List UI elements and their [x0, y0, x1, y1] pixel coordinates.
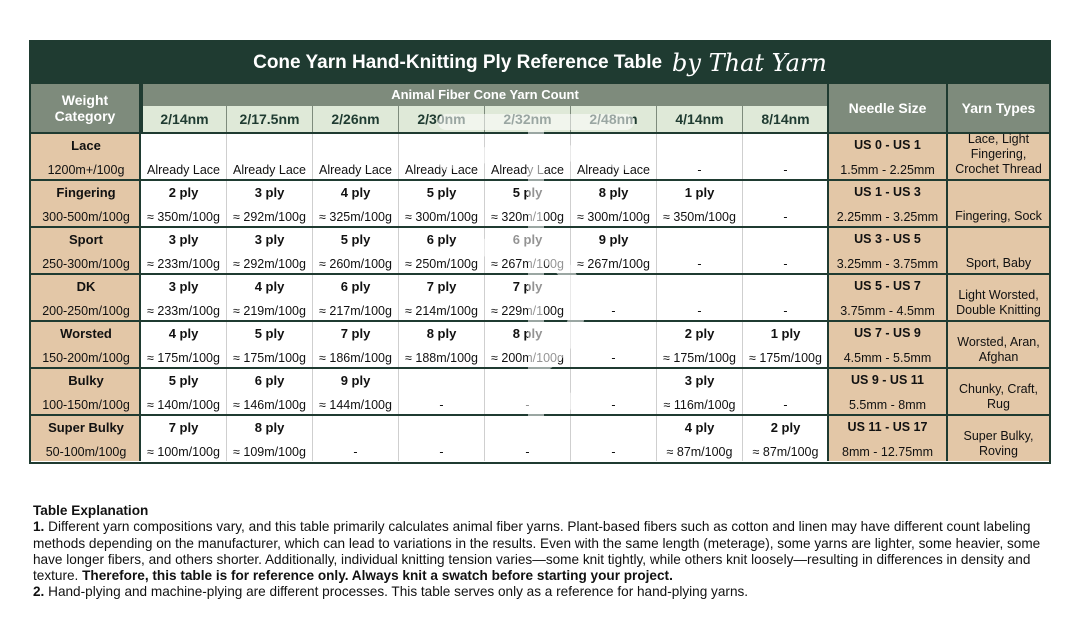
needle-size-cell [827, 181, 948, 226]
ply-meterage: - [611, 351, 616, 365]
ply-cell [227, 134, 313, 179]
ply-meterage: ≈ 109m/100g [233, 445, 306, 459]
ply-cell [227, 275, 313, 320]
ply-meterage: ≈ 300m/100g [577, 210, 650, 224]
ply-count: 7 ply [168, 420, 199, 435]
ply-meterage: ≈ 292m/100g [233, 257, 306, 271]
ply-meterage: - [611, 445, 616, 459]
ply-meterage: ≈ 350m/100g [147, 210, 220, 224]
table-row [31, 226, 1049, 273]
ply-count: 5 ply [254, 326, 285, 341]
ply-meterage: ≈ 175m/100g [749, 351, 822, 365]
explanation-point-1 [33, 519, 1053, 584]
yarn-types-cell: Sport, Baby [948, 228, 1049, 273]
weight-category-range: 100-150m/100g [42, 398, 130, 412]
weight-category-name: Super Bulky [48, 420, 124, 435]
count-header: 2/14nm [143, 105, 227, 132]
point-2-number: 2. [33, 584, 45, 600]
ply-count: 5 ply [426, 185, 457, 200]
ply-meterage: - [783, 398, 788, 412]
needle-size-us: US 9 - US 11 [851, 373, 924, 387]
ply-cell [485, 369, 571, 414]
ply-meterage: ≈ 320m/100g [491, 210, 564, 224]
needle-size-cell [827, 369, 948, 414]
ply-meterage: Already Lace [577, 163, 650, 177]
ply-meterage: - [783, 304, 788, 318]
count-header: 4/14nm [657, 105, 743, 132]
ply-meterage: Already Lace [147, 163, 220, 177]
ply-meterage: ≈ 186m/100g [319, 351, 392, 365]
ply-cell [657, 275, 743, 320]
header-animal-fiber-count: Animal Fiber Cone Yarn Count [143, 84, 827, 105]
needle-size-mm: 1.5mm - 2.25mm [840, 163, 935, 177]
ply-meterage: - [439, 398, 444, 412]
ply-meterage: ≈ 233m/100g [147, 304, 220, 318]
header-weight-category: Weight Category [31, 84, 141, 132]
reference-table [29, 40, 1051, 464]
ply-cell [571, 275, 657, 320]
ply-meterage: ≈ 87m/100g [666, 445, 733, 459]
point-1-number: 1. [33, 519, 45, 535]
ply-count: 1 ply [770, 326, 801, 341]
ply-cell [571, 134, 657, 179]
ply-meterage: ≈ 175m/100g [663, 351, 736, 365]
ply-cell [313, 369, 399, 414]
weight-category-cell [31, 322, 141, 367]
ply-count: 8 ply [598, 185, 629, 200]
ply-cell [227, 181, 313, 226]
ply-cell [657, 322, 743, 367]
weight-category-range: 200-250m/100g [42, 304, 130, 318]
ply-cell [743, 369, 829, 414]
ply-cell [141, 181, 227, 226]
ply-meterage: - [439, 445, 444, 459]
ply-meterage: ≈ 175m/100g [147, 351, 220, 365]
table-row [31, 320, 1049, 367]
weight-category-range: 300-500m/100g [42, 210, 130, 224]
ply-meterage: - [697, 304, 702, 318]
ply-meterage: - [611, 304, 616, 318]
ply-cell [485, 322, 571, 367]
ply-count: 3 ply [254, 185, 285, 200]
yarn-types-cell: Super Bulky, Roving [948, 416, 1049, 461]
ply-cell [485, 275, 571, 320]
ply-cell [313, 181, 399, 226]
table-explanation [33, 503, 1053, 601]
point-1-bold-note: Therefore, this table is for reference only. Always knit a swatch before starting your project. [82, 568, 673, 584]
ply-count: 3 ply [254, 232, 285, 247]
count-header: 8/14nm [743, 105, 829, 132]
ply-count: 9 ply [598, 232, 629, 247]
needle-size-us: US 1 - US 3 [854, 185, 921, 199]
weight-category-name: Lace [71, 138, 101, 153]
ply-cell [657, 134, 743, 179]
ply-meterage: ≈ 100m/100g [147, 445, 220, 459]
ply-cell [571, 181, 657, 226]
ply-cell [227, 369, 313, 414]
ply-cell [743, 322, 829, 367]
ply-cell [141, 134, 227, 179]
ply-cell [313, 134, 399, 179]
needle-size-cell [827, 275, 948, 320]
weight-category-name: Worsted [60, 326, 112, 341]
weight-category-name: Bulky [68, 373, 104, 388]
yarn-types-cell: Light Worsted, Double Knitting [948, 275, 1049, 320]
ply-count: 8 ply [512, 326, 543, 341]
ply-count: 2 ply [770, 420, 801, 435]
header-yarn-types: Yarn Types [948, 84, 1049, 132]
table-row [31, 132, 1049, 179]
ply-cell [141, 322, 227, 367]
ply-meterage: ≈ 267m/100g [577, 257, 650, 271]
count-header: 2/48nm [571, 105, 657, 132]
ply-cell [485, 134, 571, 179]
ply-cell [485, 181, 571, 226]
ply-cell [657, 416, 743, 461]
needle-size-us: US 7 - US 9 [854, 326, 921, 340]
ply-meterage: - [783, 257, 788, 271]
explanation-point-2 [33, 584, 1053, 600]
ply-meterage: ≈ 350m/100g [663, 210, 736, 224]
yarn-types-cell: Worsted, Aran, Afghan [948, 322, 1049, 367]
ply-meterage: ≈ 267m/100g [491, 257, 564, 271]
ply-meterage: Already Lace [491, 163, 564, 177]
weight-category-name: Fingering [56, 185, 116, 200]
needle-size-cell [827, 228, 948, 273]
ply-cell [743, 228, 829, 273]
ply-meterage: - [783, 163, 788, 177]
ply-cell [313, 275, 399, 320]
ply-count: 5 ply [168, 373, 199, 388]
ply-meterage: ≈ 200m/100g [491, 351, 564, 365]
ply-count: 8 ply [426, 326, 457, 341]
ply-cell [399, 322, 485, 367]
ply-count: 6 ply [340, 279, 371, 294]
ply-count: 5 ply [512, 185, 543, 200]
ply-meterage: ≈ 217m/100g [319, 304, 392, 318]
needle-size-mm: 4.5mm - 5.5mm [843, 351, 932, 365]
count-header: 2/17.5nm [227, 105, 313, 132]
ply-cell [571, 416, 657, 461]
brand-script-logo: by That Yarn [672, 49, 827, 77]
ply-meterage: ≈ 250m/100g [405, 257, 478, 271]
weight-category-range: 150-200m/100g [42, 351, 130, 365]
ply-cell [399, 134, 485, 179]
weight-category-cell [31, 181, 141, 226]
ply-meterage: ≈ 116m/100g [663, 398, 736, 412]
table-row [31, 414, 1049, 461]
ply-meterage: ≈ 260m/100g [319, 257, 392, 271]
ply-meterage: ≈ 292m/100g [233, 210, 306, 224]
ply-meterage: ≈ 188m/100g [405, 351, 478, 365]
needle-size-us: US 5 - US 7 [854, 279, 921, 293]
table-row [31, 367, 1049, 414]
needle-size-cell [827, 322, 948, 367]
ply-count: 2 ply [684, 326, 715, 341]
ply-cell [571, 228, 657, 273]
ply-cell [743, 416, 829, 461]
ply-meterage: ≈ 175m/100g [233, 351, 306, 365]
ply-count: 9 ply [340, 373, 371, 388]
ply-count: 3 ply [168, 232, 199, 247]
ply-cell [313, 228, 399, 273]
ply-cell [399, 416, 485, 461]
ply-meterage: ≈ 325m/100g [319, 210, 392, 224]
ply-meterage: ≈ 87m/100g [752, 445, 819, 459]
ply-cell [399, 228, 485, 273]
ply-cell [657, 369, 743, 414]
point-1-text: Different yarn compositions vary, and this table primarily calculates animal fiber yarns. Plant-based fibers such as cotton and linen may have different count labeling methods depending on the manufacturer, which can lead to variations in the results. Even with the same length (meterage), some yarns are lighter, some heavier, some have longer fibers, and others shorter. Additionally, individual knitting tension varies—some knit tightly, while others knit loosely—resulting in differences in density and texture. [33, 519, 1041, 584]
ply-cell [399, 181, 485, 226]
needle-size-us: US 11 - US 17 [847, 420, 928, 434]
needle-size-mm: 3.25mm - 3.75mm [836, 257, 939, 271]
ply-count: 3 ply [168, 279, 199, 294]
ply-cell [227, 416, 313, 461]
weight-category-cell [31, 369, 141, 414]
ply-count: 7 ply [512, 279, 543, 294]
ply-cell [141, 369, 227, 414]
weight-category-cell [31, 275, 141, 320]
ply-meterage: - [697, 257, 702, 271]
ply-cell [485, 416, 571, 461]
weight-category-cell [31, 416, 141, 461]
ply-meterage: ≈ 140m/100g [147, 398, 220, 412]
weight-category-name: Sport [69, 232, 103, 247]
ply-cell [313, 322, 399, 367]
header-needle-size: Needle Size [827, 84, 948, 132]
point-2-text: Hand-plying and machine-plying are different processes. This table serves only as a reference for hand-plying yarns. [44, 584, 749, 600]
ply-cell [227, 228, 313, 273]
needle-size-mm: 8mm - 12.75mm [842, 445, 933, 459]
ply-meterage: Already Lace [233, 163, 306, 177]
weight-category-cell [31, 134, 141, 179]
ply-count: 7 ply [340, 326, 371, 341]
yarn-types-cell: Lace, Light Fingering, Crochet Thread [948, 134, 1049, 179]
ply-cell [743, 275, 829, 320]
ply-cell [141, 416, 227, 461]
needle-size-mm: 3.75mm - 4.5mm [840, 304, 935, 318]
explanation-title: Table Explanation [33, 503, 149, 518]
ply-cell [743, 181, 829, 226]
ply-count: 4 ply [340, 185, 371, 200]
ply-meterage: ≈ 300m/100g [405, 210, 478, 224]
ply-count: 4 ply [254, 279, 285, 294]
ply-count: 2 ply [168, 185, 199, 200]
ply-meterage: - [783, 210, 788, 224]
yarn-types-cell: Chunky, Craft, Rug [948, 369, 1049, 414]
ply-cell [657, 228, 743, 273]
table-row [31, 179, 1049, 226]
ply-meterage: Already Lace [405, 163, 478, 177]
ply-cell [313, 416, 399, 461]
ply-meterage: - [611, 398, 616, 412]
needle-size-mm: 5.5mm - 8mm [848, 398, 927, 412]
table-title-bar [31, 42, 1049, 84]
ply-meterage: - [353, 445, 358, 459]
needle-size-cell [827, 416, 948, 461]
ply-cell [399, 369, 485, 414]
ply-cell [743, 134, 829, 179]
ply-meterage: - [525, 445, 530, 459]
ply-count: 6 ply [426, 232, 457, 247]
ply-cell [399, 275, 485, 320]
needle-size-mm: 2.25mm - 3.25mm [836, 210, 939, 224]
ply-count: 1 ply [684, 185, 715, 200]
count-header: 2/26nm [313, 105, 399, 132]
ply-meterage: ≈ 219m/100g [233, 304, 306, 318]
ply-cell [141, 275, 227, 320]
ply-count: 6 ply [512, 232, 543, 247]
ply-meterage: ≈ 214m/100g [405, 304, 478, 318]
ply-meterage: ≈ 233m/100g [147, 257, 220, 271]
weight-category-range: 1200m+/100g [47, 163, 125, 177]
ply-cell [571, 322, 657, 367]
count-header: 2/32nm [485, 105, 571, 132]
ply-cell [571, 369, 657, 414]
ply-count: 4 ply [684, 420, 715, 435]
needle-size-us: US 0 - US 1 [854, 138, 921, 152]
ply-meterage: - [525, 398, 530, 412]
ply-count: 3 ply [684, 373, 715, 388]
needle-size-us: US 3 - US 5 [854, 232, 921, 246]
ply-cell [485, 228, 571, 273]
ply-meterage: ≈ 144m/100g [319, 398, 392, 412]
ply-count: 5 ply [340, 232, 371, 247]
ply-cell [657, 181, 743, 226]
ply-cell [227, 322, 313, 367]
table-title: Cone Yarn Hand-Knitting Ply Reference Table [253, 52, 663, 73]
ply-meterage: ≈ 229m/100g [491, 304, 564, 318]
count-header: 2/30nm [399, 105, 485, 132]
ply-count: 7 ply [426, 279, 457, 294]
needle-size-cell [827, 134, 948, 179]
ply-cell [141, 228, 227, 273]
ply-count: 6 ply [254, 373, 285, 388]
ply-count: 8 ply [254, 420, 285, 435]
table-row [31, 273, 1049, 320]
weight-category-range: 250-300m/100g [42, 257, 130, 271]
weight-category-range: 50-100m/100g [45, 445, 127, 459]
ply-count: 4 ply [168, 326, 199, 341]
weight-category-name: DK [76, 279, 96, 294]
ply-meterage: Already Lace [319, 163, 392, 177]
ply-meterage: ≈ 146m/100g [233, 398, 306, 412]
weight-category-cell [31, 228, 141, 273]
yarn-types-cell: Fingering, Sock [948, 181, 1049, 226]
ply-meterage: - [697, 163, 702, 177]
